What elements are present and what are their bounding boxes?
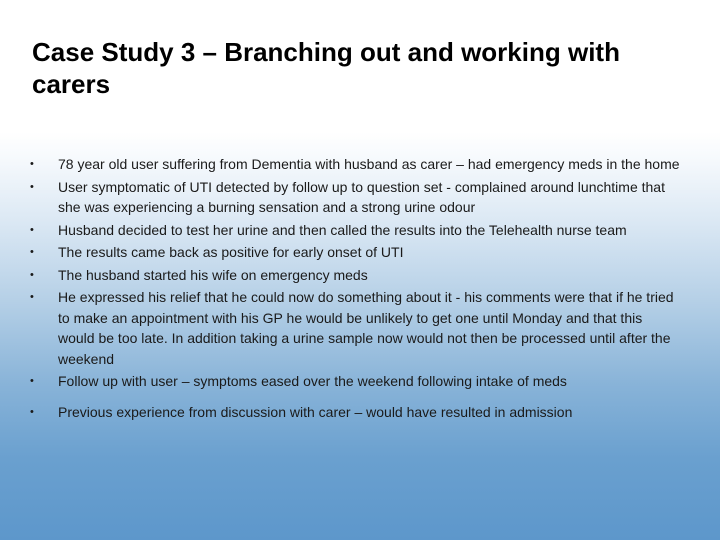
- bullet-text: Previous experience from discussion with carer – would have resulted in admission: [58, 403, 573, 420]
- bullet-dot-icon: •: [30, 246, 34, 258]
- bullet-item: [30, 177, 680, 218]
- bullet-item: [30, 402, 680, 423]
- content-area: [0, 132, 720, 540]
- bullet-item: [30, 154, 680, 175]
- title-area: [0, 0, 720, 132]
- bullet-item: [30, 287, 680, 369]
- bullet-dot-icon: •: [30, 291, 34, 303]
- bullet-list: [30, 154, 680, 424]
- bullet-item: [30, 220, 680, 241]
- bullet-text: Husband decided to test her urine and then called the results into the Telehealth nurse team: [58, 221, 627, 238]
- bullet-dot-icon: •: [30, 375, 34, 387]
- bullet-dot-icon: •: [30, 158, 34, 170]
- bullet-text: He expressed his relief that he could now do something about it - his comments were that if he tried to make an appointment with his GP he would be unlikely to get one until Monday and that this would be too late. In addition taking a urine sample now would not then be processed until after the weekend: [58, 289, 674, 367]
- bullet-item: [30, 265, 680, 286]
- bullet-item: [30, 371, 680, 392]
- bullet-text: User symptomatic of UTI detected by follow up to question set - complained around lunchtime that she was experiencing a burning sensation and a strong urine odour: [58, 178, 665, 215]
- bullet-dot-icon: •: [30, 180, 34, 193]
- bullet-item: [30, 242, 680, 263]
- bullet-dot-icon: •: [30, 405, 34, 418]
- slide-title: Case Study 3 – Branching out and working with carers: [32, 37, 620, 99]
- bullet-text: Follow up with user – symptoms eased over the weekend following intake of meds: [58, 373, 567, 389]
- bullet-text: The husband started his wife on emergency meds: [58, 266, 368, 283]
- bullet-text: 78 year old user suffering from Dementia with husband as carer – had emergency meds in the home: [58, 156, 680, 172]
- bullet-text: The results came back as positive for early onset of UTI: [58, 244, 404, 260]
- bullet-dot-icon: •: [30, 268, 34, 281]
- bullet-dot-icon: •: [30, 223, 34, 236]
